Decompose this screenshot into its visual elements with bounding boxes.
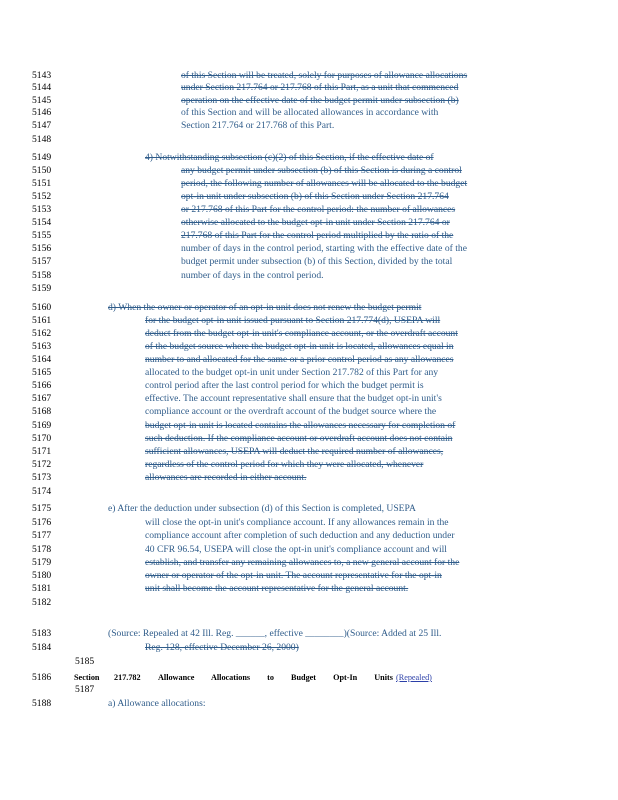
doc-line [0, 315, 618, 327]
doc-line [0, 406, 618, 418]
section-label: Section [74, 673, 100, 682]
line-number: 5167 [32, 393, 52, 404]
line-number: 5158 [32, 270, 52, 281]
line-text: e) After the deduction under subsection (d) of this Section is completed, USEPA [108, 503, 416, 514]
line-text: unit shall become the account representative for the general account. [145, 583, 409, 594]
line-text: for the budget opt-in unit issued pursuant to Section 217.774(d), USEPA will [145, 315, 441, 326]
line-number: 5163 [32, 341, 52, 352]
doc-line [0, 302, 618, 314]
line-text: under Section 217.764 or 217.768 of this Part, as a unit that commenced [181, 82, 459, 93]
doc-line [0, 503, 618, 515]
doc-line [0, 70, 618, 82]
doc-line [0, 530, 618, 542]
line-text: 40 CFR 96.54, USEPA will close the opt-in unit's compliance account and will [145, 544, 447, 555]
doc-line [0, 684, 618, 696]
line-number: 5146 [32, 107, 52, 118]
line-text: compliance account or the overdraft account of the budget source where the [145, 406, 437, 417]
line-number: 5144 [32, 82, 52, 93]
line-text: regardless of the control period for which they were allocated, whenever [145, 459, 424, 470]
doc-line [0, 134, 618, 146]
line-text: number to and allocated for the same or a prior control period as any allowances [145, 354, 454, 365]
doc-line [0, 283, 618, 295]
doc-line [0, 472, 618, 484]
line-text: number of days in the control period. [181, 270, 324, 281]
doc-line [0, 82, 618, 94]
doc-line [0, 152, 618, 164]
line-number: 5161 [32, 315, 52, 326]
line-number: 5180 [32, 570, 52, 581]
doc-line [0, 698, 618, 710]
line-text: opt-in unit under subsection (b) of this Section under Section 217.764 [181, 191, 449, 202]
doc-line [0, 433, 618, 445]
line-number: 5169 [32, 420, 52, 431]
doc-line [0, 656, 618, 668]
line-number: 5177 [32, 530, 52, 541]
doc-line [0, 367, 618, 379]
line-number: 5168 [32, 406, 52, 417]
doc-line [0, 459, 618, 471]
line-number: 5153 [32, 204, 52, 215]
doc-line [0, 341, 618, 353]
line-number: 5176 [32, 517, 52, 528]
line-text: allowances are recorded in either account. [145, 472, 307, 483]
line-text: deduct from the budget opt-in unit's compliance account, or the overdraft account [145, 328, 458, 339]
line-text: establish, and transfer any remaining allowances to, a new general account for the [145, 557, 460, 568]
doc-line [0, 517, 618, 529]
line-number: 5159 [32, 283, 52, 294]
line-text: number of days in the control period, starting with the effective date of the [181, 243, 467, 254]
line-text: budget permit under subsection (b) of this Section, divided by the total [181, 256, 453, 267]
line-number: 5150 [32, 165, 52, 176]
section-title: Allowance Allocations to Budget Opt-In Units [158, 673, 393, 682]
line-text: allocated to the budget opt-in unit under Section 217.782 of this Part for any [145, 367, 439, 378]
line-number: 5171 [32, 446, 52, 457]
line-number: 5151 [32, 178, 52, 189]
doc-line [0, 557, 618, 569]
line-number: 5156 [32, 243, 52, 254]
doc-line [0, 230, 618, 242]
line-number: 5164 [32, 354, 52, 365]
line-text: control period after the last control period for which the budget permit is [145, 380, 424, 391]
doc-line [0, 486, 618, 498]
repealed-marker: (Repealed) [396, 673, 432, 682]
line-number: 5173 [32, 472, 52, 483]
line-text: sufficient allowances, USEPA will deduct the required number of allowances, [145, 446, 444, 457]
doc-line [0, 243, 618, 255]
line-text: a) Allowance allocations: [108, 698, 206, 709]
line-number: 5178 [32, 544, 52, 555]
line-number: 5148 [32, 134, 52, 145]
line-number: 5154 [32, 217, 52, 228]
line-number: 5188 [32, 698, 52, 709]
doc-line [0, 544, 618, 556]
line-text: Section 217.764 or 217.768 of this Part. [181, 120, 335, 131]
line-number: 5165 [32, 367, 52, 378]
line-number: 5182 [32, 597, 52, 608]
doc-line [0, 597, 618, 609]
doc-line [0, 328, 618, 340]
doc-line [0, 420, 618, 432]
doc-line [0, 270, 618, 282]
line-text: otherwise allocated to the budget opt-in unit under Section 217.764 or [181, 217, 450, 228]
line-text: Reg. 128, effective December 26, 2000) [145, 642, 299, 653]
doc-line [0, 204, 618, 216]
line-text: of this Section and will be allocated allowances in accordance with [181, 107, 439, 118]
line-text: period, the following number of allowances will be allocated to the budget [181, 178, 468, 189]
line-text: budget opt-in unit is located contains the allowances necessary for completion of [145, 420, 456, 431]
doc-line [0, 191, 618, 203]
line-number: 5152 [32, 191, 52, 202]
doc-line [0, 446, 618, 458]
line-number: 5143 [32, 70, 52, 81]
line-number: 5183 [32, 628, 52, 639]
line-text: operation on the effective date of the budget permit under subsection (b) [181, 95, 459, 106]
line-text: 4) Notwithstanding subsection (c)(2) of this Section, if the effective date of [145, 152, 434, 163]
line-number: 5179 [32, 557, 52, 568]
line-number: 5174 [32, 486, 52, 497]
line-text: d) When the owner or operator of an opt-in unit does not renew the budget permit [108, 302, 422, 313]
doc-line [0, 583, 618, 595]
line-number: 5147 [32, 120, 52, 131]
line-text: any budget permit under subsection (b) of this Section is during a control [181, 165, 462, 176]
line-number: 5172 [32, 459, 52, 470]
doc-line [0, 570, 618, 582]
doc-line [0, 165, 618, 177]
doc-line [0, 642, 618, 654]
doc-line [0, 107, 618, 119]
line-number: 5185 [75, 656, 95, 667]
line-number: 5186 [32, 672, 52, 683]
doc-line [0, 628, 618, 640]
section-number: 217.782 [114, 673, 141, 682]
doc-line [0, 256, 618, 268]
doc-line [0, 380, 618, 392]
line-text: 217.768 of this Part for the control period multiplied by the ratio of the [181, 230, 454, 241]
line-text: compliance account after completion of such deduction and any deduction under [145, 530, 455, 541]
line-text: or 217.768 of this Part for the control period: the number of allowances [181, 204, 456, 215]
line-text: effective. The account representative shall ensure that the budget opt-in unit's [145, 393, 442, 404]
section-heading [0, 672, 618, 684]
line-number: 5162 [32, 328, 52, 339]
line-number: 5184 [32, 642, 52, 653]
line-text: will close the opt-in unit's compliance account. If any allowances remain in the [145, 517, 449, 528]
doc-line [0, 217, 618, 229]
line-number: 5166 [32, 380, 52, 391]
doc-line [0, 354, 618, 366]
doc-line [0, 178, 618, 190]
line-number: 5187 [75, 684, 95, 695]
doc-line [0, 393, 618, 405]
doc-line [0, 120, 618, 132]
line-text: of this Section will be treated, solely for purposes of allowance allocations [181, 70, 468, 81]
doc-line [0, 95, 618, 107]
line-text: (Source: Repealed at 42 Ill. Reg. ______, effective ________)(Source: Added at 25 Ill. [108, 628, 442, 639]
line-number: 5155 [32, 230, 52, 241]
line-number: 5160 [32, 302, 52, 313]
line-number: 5175 [32, 503, 52, 514]
line-text: such deduction. If the compliance account or overdraft account does not contain [145, 433, 453, 444]
line-text: owner or operator of the opt-in unit. The account representative for the opt-in [145, 570, 442, 581]
line-number: 5181 [32, 583, 52, 594]
line-number: 5157 [32, 256, 52, 267]
line-number: 5149 [32, 152, 52, 163]
line-number: 5145 [32, 95, 52, 106]
line-number: 5170 [32, 433, 52, 444]
line-text: of the budget source where the budget opt-in unit is located, allowances equal in [145, 341, 454, 352]
